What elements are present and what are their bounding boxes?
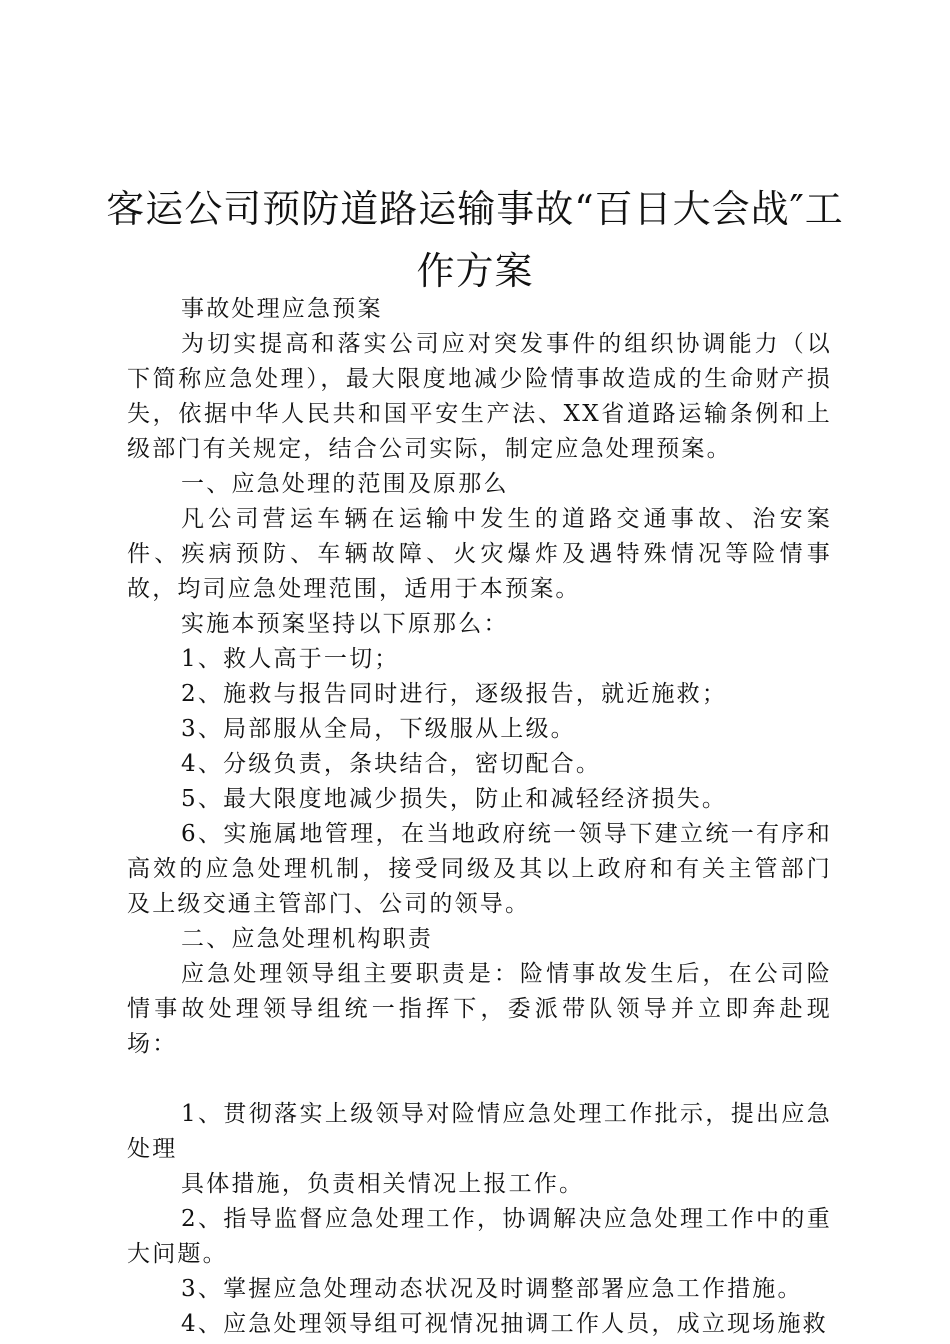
list-item: 2、指导监督应急处理工作，协调解决应急处理工作中的重大问题。 bbox=[127, 1206, 832, 1267]
section-heading: 一、应急处理的范围及原那么 bbox=[181, 471, 509, 497]
paragraph: 实施本预案坚持以下原那么： bbox=[181, 611, 509, 637]
paragraph: 凡公司营运车辆在运输中发生的道路交通事故、治安案件、疾病预防、车辆故障、火灾爆炸及遇特殊情况等险情事故，均司应急处理范围，适用于本预案。 bbox=[127, 506, 832, 602]
paragraph: 应急处理领导组主要职责是：险情事故发生后，在公司险情事故处理领导组统一指挥下，委派带队领导并立即奔赴现场： bbox=[127, 961, 832, 1057]
list-item: 3、局部服从全局，下级服从上级。 bbox=[181, 716, 576, 742]
list-item: 3、掌握应急处理动态状况及时调整部署应急工作措施。 bbox=[181, 1276, 803, 1302]
section-heading: 二、应急处理机构职责 bbox=[181, 926, 434, 952]
paragraph: 具体措施，负责相关情况上报工作。 bbox=[181, 1171, 585, 1197]
paragraph: 为切实提高和落实公司应对突发事件的组织协调能力（以下简称应急处理），最大限度地减少险情事故造成的生命财产损失，依据中华人民共和国平安生产法、XX省道路运输条例和上级部门有关规定，结合公司实际，制定应急处理预案。 bbox=[127, 331, 832, 462]
list-item: 1、救人高于一切； bbox=[181, 646, 400, 672]
paragraph: 事故处理应急预案 bbox=[181, 296, 383, 322]
document-body bbox=[127, 292, 832, 1342]
list-item: 4、应急处理领导组可视情况抽调工作人员，成立现场施救 bbox=[181, 1311, 828, 1337]
list-item: 5、最大限度地减少损失，防止和减轻经济损失。 bbox=[181, 786, 728, 812]
list-item: 4、分级负责，条块结合，密切配合。 bbox=[181, 751, 602, 777]
list-item: 1、贯彻落实上级领导对险情应急处理工作批示，提出应急处理 bbox=[127, 1101, 832, 1162]
document-title: 客运公司预防道路运输事故“百日大会战″工作方案 bbox=[106, 187, 844, 293]
list-item: 6、实施属地管理，在当地政府统一领导下建立统一有序和高效的应急处理机制，接受同级及其以上政府和有关主管部门及上级交通主管部门、公司的领导。 bbox=[127, 821, 832, 917]
list-item: 2、施救与报告同时进行，逐级报告，就近施救； bbox=[181, 681, 728, 707]
